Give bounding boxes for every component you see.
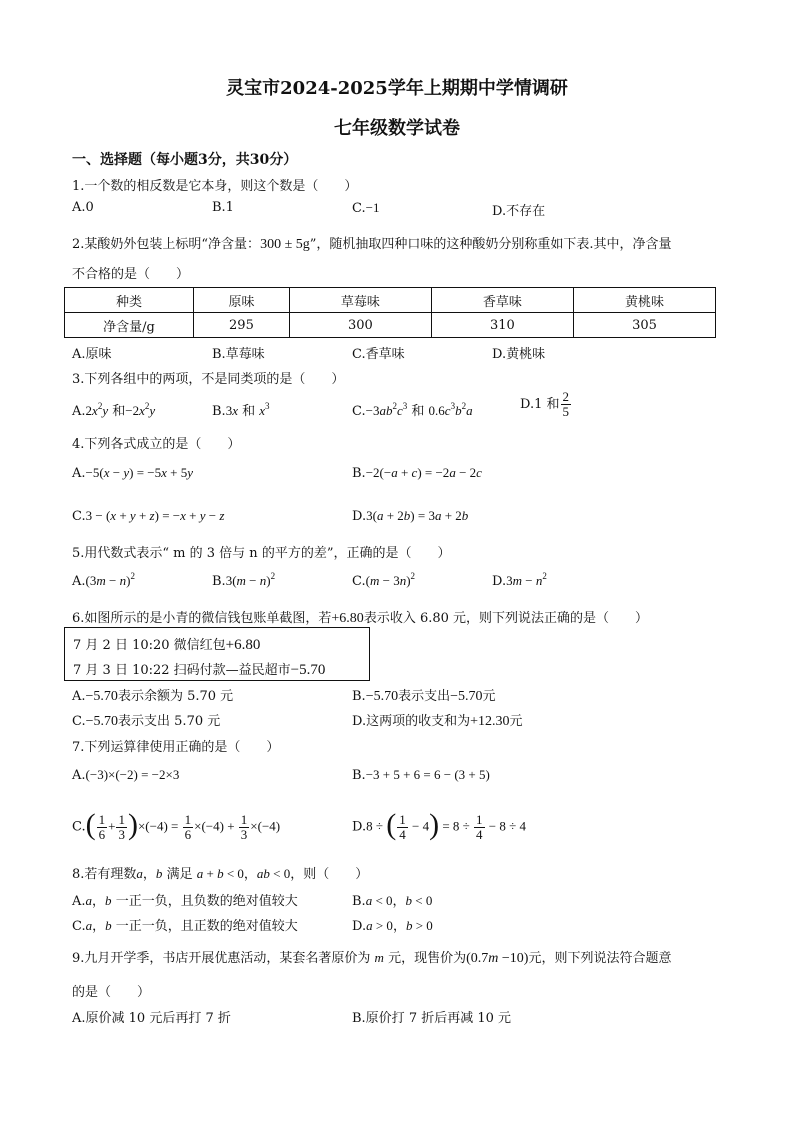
q5-stem: 5.用代数式表示“ m 的 3 倍与 n 的平方的差”，正确的是（ ） [72, 546, 451, 561]
q4-option-c: C.3 − (x + y + z) = −x + y − z [72, 508, 225, 524]
q8-stem: 8.若有理数a，b 满足 a + b < 0，ab < 0，则（ ） [72, 866, 369, 882]
q6-option-a: A.−5.70表示余额为 5.70 元 [72, 689, 234, 704]
q1-option-d: D.不存在 [492, 204, 546, 219]
q1-option-b: B.1 [212, 200, 234, 215]
q2-option-c: C.香草味 [352, 347, 405, 362]
q7-option-d: D.8 ÷ ( $\frac{1}{4}$ − 4) = 8 ÷ $\frac{1}{4}$ − 8 ÷ 4 [352, 808, 527, 842]
table-row [65, 288, 716, 313]
q6-stem: 6.如图所示的是小青的微信钱包账单截图，若+6.80表示收入 6.80 元，则下列说法正确的是（ ） [72, 611, 649, 626]
q2-option-b: B.草莓味 [212, 347, 265, 362]
q8-option-c: C.a，b 一正一负，且正数的绝对值较大 [72, 918, 298, 934]
net-weight-table [64, 287, 716, 338]
q8-option-d: D.a > 0，b > 0 [352, 918, 433, 934]
section-heading: 一、选择题（每小题3分，共30分） [72, 152, 298, 168]
exam-subtitle: 七年级数学试卷 [334, 118, 460, 139]
q1-option-a: A.0 [72, 200, 94, 215]
q4-stem: 4.下列各式成立的是（ ） [72, 437, 241, 452]
q5-option-a: $A.(3m - n)^2$ [72, 571, 135, 589]
q2-option-d: D.黄桃味 [492, 347, 546, 362]
q3-option-c: $C.-3ab^2c^3$ 和 $0.6c^3b^2a$ [352, 401, 473, 419]
q6-option-d: D.这两项的收支和为+12.30元 [352, 714, 523, 729]
q4-option-a: A.−5(x − y) = −5x + 5y [72, 465, 194, 481]
q7-option-a: A.(−3)×(−2) = −2×3 [72, 767, 180, 783]
q5-option-c: $C.(m - 3n)^2$ [352, 571, 416, 589]
table-cell: 种类 [65, 288, 194, 313]
q1-stem: 1.一个数的相反数是它本身，则这个数是（ ） [72, 179, 358, 194]
q9-stem-line2: 的是（ ） [72, 985, 151, 1000]
table-cell: 310 [431, 313, 573, 338]
wallet-line-2: 7 月 3 日 10:22 扫码付款—益民超市−5.70 [73, 662, 326, 678]
q2-stem-line1: 2.某酸奶外包装上标明“净含量：300 ± 5g”，随机抽取四种口味的这种酸奶分别称重如下表.其中，净含量 [72, 237, 672, 252]
q3-option-d: D.1 和 $\frac{2}{5}$ [520, 389, 569, 419]
q8-option-b: B.a < 0，b < 0 [352, 893, 433, 909]
table-cell: 净含量/g [65, 313, 194, 338]
q1-option-c: C.−1 [352, 200, 380, 216]
q6-option-c: C.−5.70表示支出 5.70 元 [72, 714, 221, 729]
q5-option-d: $D.3m - n^2$ [492, 571, 547, 589]
q7-option-c: C.( $\frac{1}{6}$ + $\frac{1}{3}$ )×(−4) = $\frac{1}{6}$ ×(−4) + $\frac{1}{3}$ ×(−4) [72, 808, 281, 842]
fraction: $\frac{2}{5}$ [562, 389, 569, 419]
q3-stem: 3.下列各组中的两项，不是同类项的是（ ） [72, 372, 345, 387]
table-cell: 草莓味 [289, 288, 431, 313]
q3-option-b: B.3x 和 $x^3$ [212, 401, 270, 419]
q5-option-b: $B.3(m - n)^2$ [212, 571, 276, 589]
wallet-bill-screenshot [64, 627, 370, 681]
table-cell: 原味 [194, 288, 290, 313]
table-row [65, 313, 716, 338]
q9-option-b: B.原价打 7 折后再减 10 元 [352, 1011, 512, 1026]
q7-option-b: B.−3 + 5 + 6 = 6 − (3 + 5) [352, 767, 490, 783]
q4-option-b: B.−2(−a + c) = −2a − 2c [352, 465, 482, 481]
q3-option-a: $A.2x^2y$ 和$-2x^2y$ [72, 401, 156, 419]
table-cell: 香草味 [431, 288, 573, 313]
table-cell: 305 [573, 313, 715, 338]
table-cell: 295 [194, 313, 290, 338]
table-cell: 黄桃味 [573, 288, 715, 313]
wallet-line-1: 7 月 2 日 10:20 微信红包+6.80 [73, 637, 261, 653]
exam-title: 灵宝市2024-2025学年上期期中学情调研 [226, 78, 568, 99]
q2-stem-line2: 不合格的是（ ） [72, 267, 190, 282]
q9-stem-line1: 9.九月开学季，书店开展优惠活动，某套名著原价为 m 元，现售价为(0.7m −10)元，则下列说法符合题意 [72, 950, 672, 966]
q9-option-a: A.原价减 10 元后再打 7 折 [72, 1011, 231, 1026]
q2-option-a: A.原味 [72, 347, 112, 362]
q4-option-d: D.3(a + 2b) = 3a + 2b [352, 508, 469, 524]
table-cell: 300 [289, 313, 431, 338]
q8-option-a: A.a，b 一正一负，且负数的绝对值较大 [72, 893, 298, 909]
q7-stem: 7.下列运算律使用正确的是（ ） [72, 740, 280, 755]
q6-option-b: B.−5.70表示支出−5.70元 [352, 689, 496, 704]
